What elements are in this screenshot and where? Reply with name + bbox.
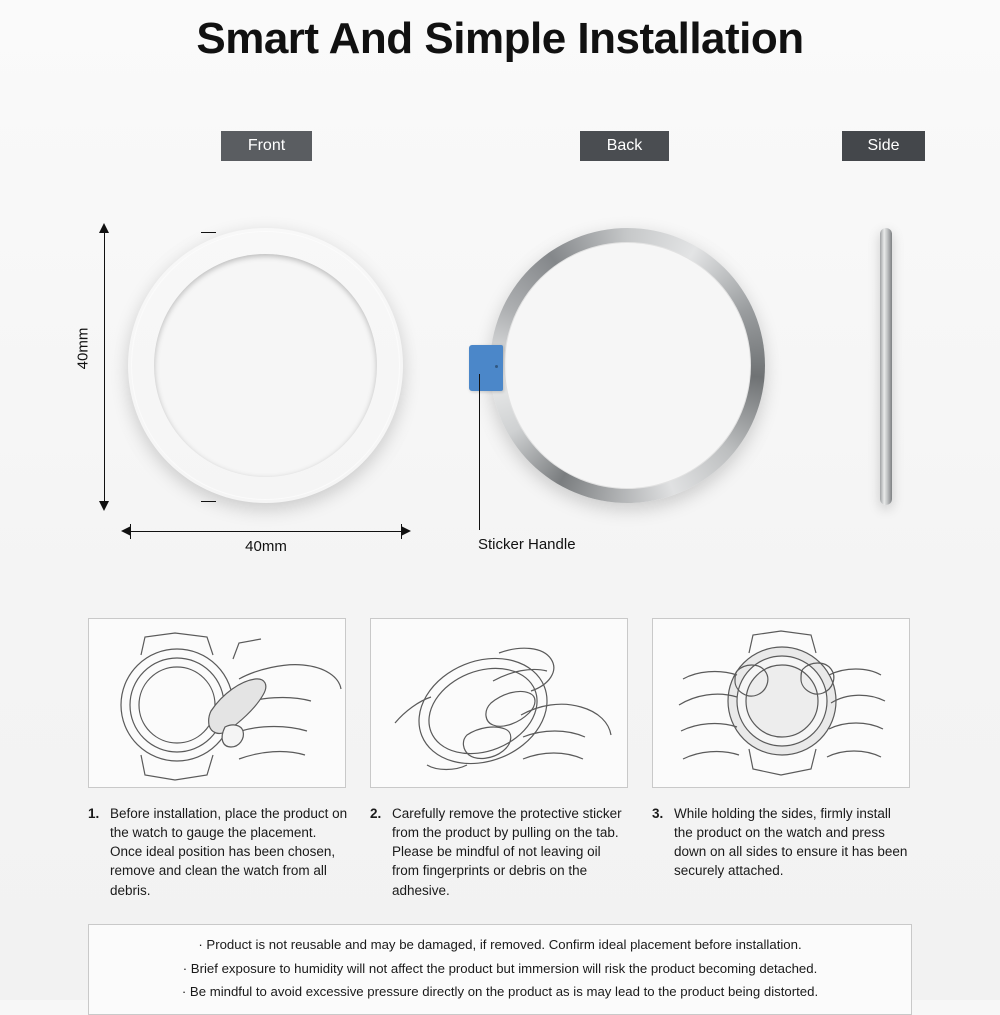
- step-3-body: While holding the sides, firmly install the product on the watch and press down on all sides to ensure it has been securely attached.: [674, 806, 908, 879]
- step-3: [652, 618, 912, 900]
- installation-steps: [88, 618, 912, 900]
- step-2-number: 2.: [370, 806, 382, 821]
- step-3-text: [652, 804, 912, 881]
- step-2: [370, 618, 630, 900]
- step-1-number: 1.: [88, 806, 100, 821]
- sticker-handle-tab: [469, 345, 503, 391]
- pressing-ring-drawing: [653, 619, 910, 788]
- step-2-text: [370, 804, 630, 900]
- view-label-side: Side: [842, 131, 925, 161]
- product-back-view: [490, 228, 765, 503]
- callout-leader-line: [479, 374, 480, 530]
- dimension-cap-bottom: [201, 501, 216, 502]
- arrow-up-icon: [99, 223, 109, 233]
- view-label-front: Front: [221, 131, 312, 161]
- sticker-handle-label: Sticker Handle: [478, 536, 576, 553]
- product-front-view: [128, 228, 403, 503]
- product-notes: [88, 924, 912, 1015]
- dimension-cap-top: [201, 232, 216, 233]
- dimension-cap-right: [401, 524, 402, 539]
- view-label-back: Back: [580, 131, 669, 161]
- note-2: · Brief exposure to humidity will not affect the product but immersion will risk the product becoming detached.: [182, 960, 818, 976]
- dimension-label-height: 40mm: [74, 327, 92, 370]
- step-1: [88, 618, 348, 900]
- step-2-body: Carefully remove the protective sticker from the product by pulling on the tab. Please be mindful of not leaving oil from fingerprints or debris on the adhesive.: [392, 806, 622, 898]
- watch-and-film-drawing: [89, 619, 346, 788]
- step-1-body: Before installation, place the product on the watch to gauge the placement. Once ideal position has been chosen, remove and clean the watch from all debris.: [110, 806, 348, 898]
- dimension-cap-left: [130, 524, 131, 539]
- note-3: · Be mindful to avoid excessive pressure directly on the product as is may lead to the product being distorted.: [181, 984, 819, 1000]
- page-title: Smart And Simple Installation: [196, 14, 804, 63]
- arrow-right-icon: [401, 526, 411, 536]
- dimension-line-horizontal: [130, 531, 402, 532]
- step-2-illustration: [370, 618, 628, 788]
- dimension-label-width: 40mm: [245, 538, 287, 555]
- note-1: · Product is not reusable and may be damaged, if removed. Confirm ideal placement before installation.: [198, 937, 802, 952]
- dimension-line-vertical: [104, 232, 105, 502]
- step-1-illustration: [88, 618, 346, 788]
- step-3-number: 3.: [652, 806, 664, 821]
- step-1-text: [88, 804, 348, 900]
- step-3-illustration: [652, 618, 910, 788]
- product-side-view: [880, 228, 892, 505]
- peeling-sticker-drawing: [371, 619, 628, 788]
- arrow-down-icon: [99, 501, 109, 511]
